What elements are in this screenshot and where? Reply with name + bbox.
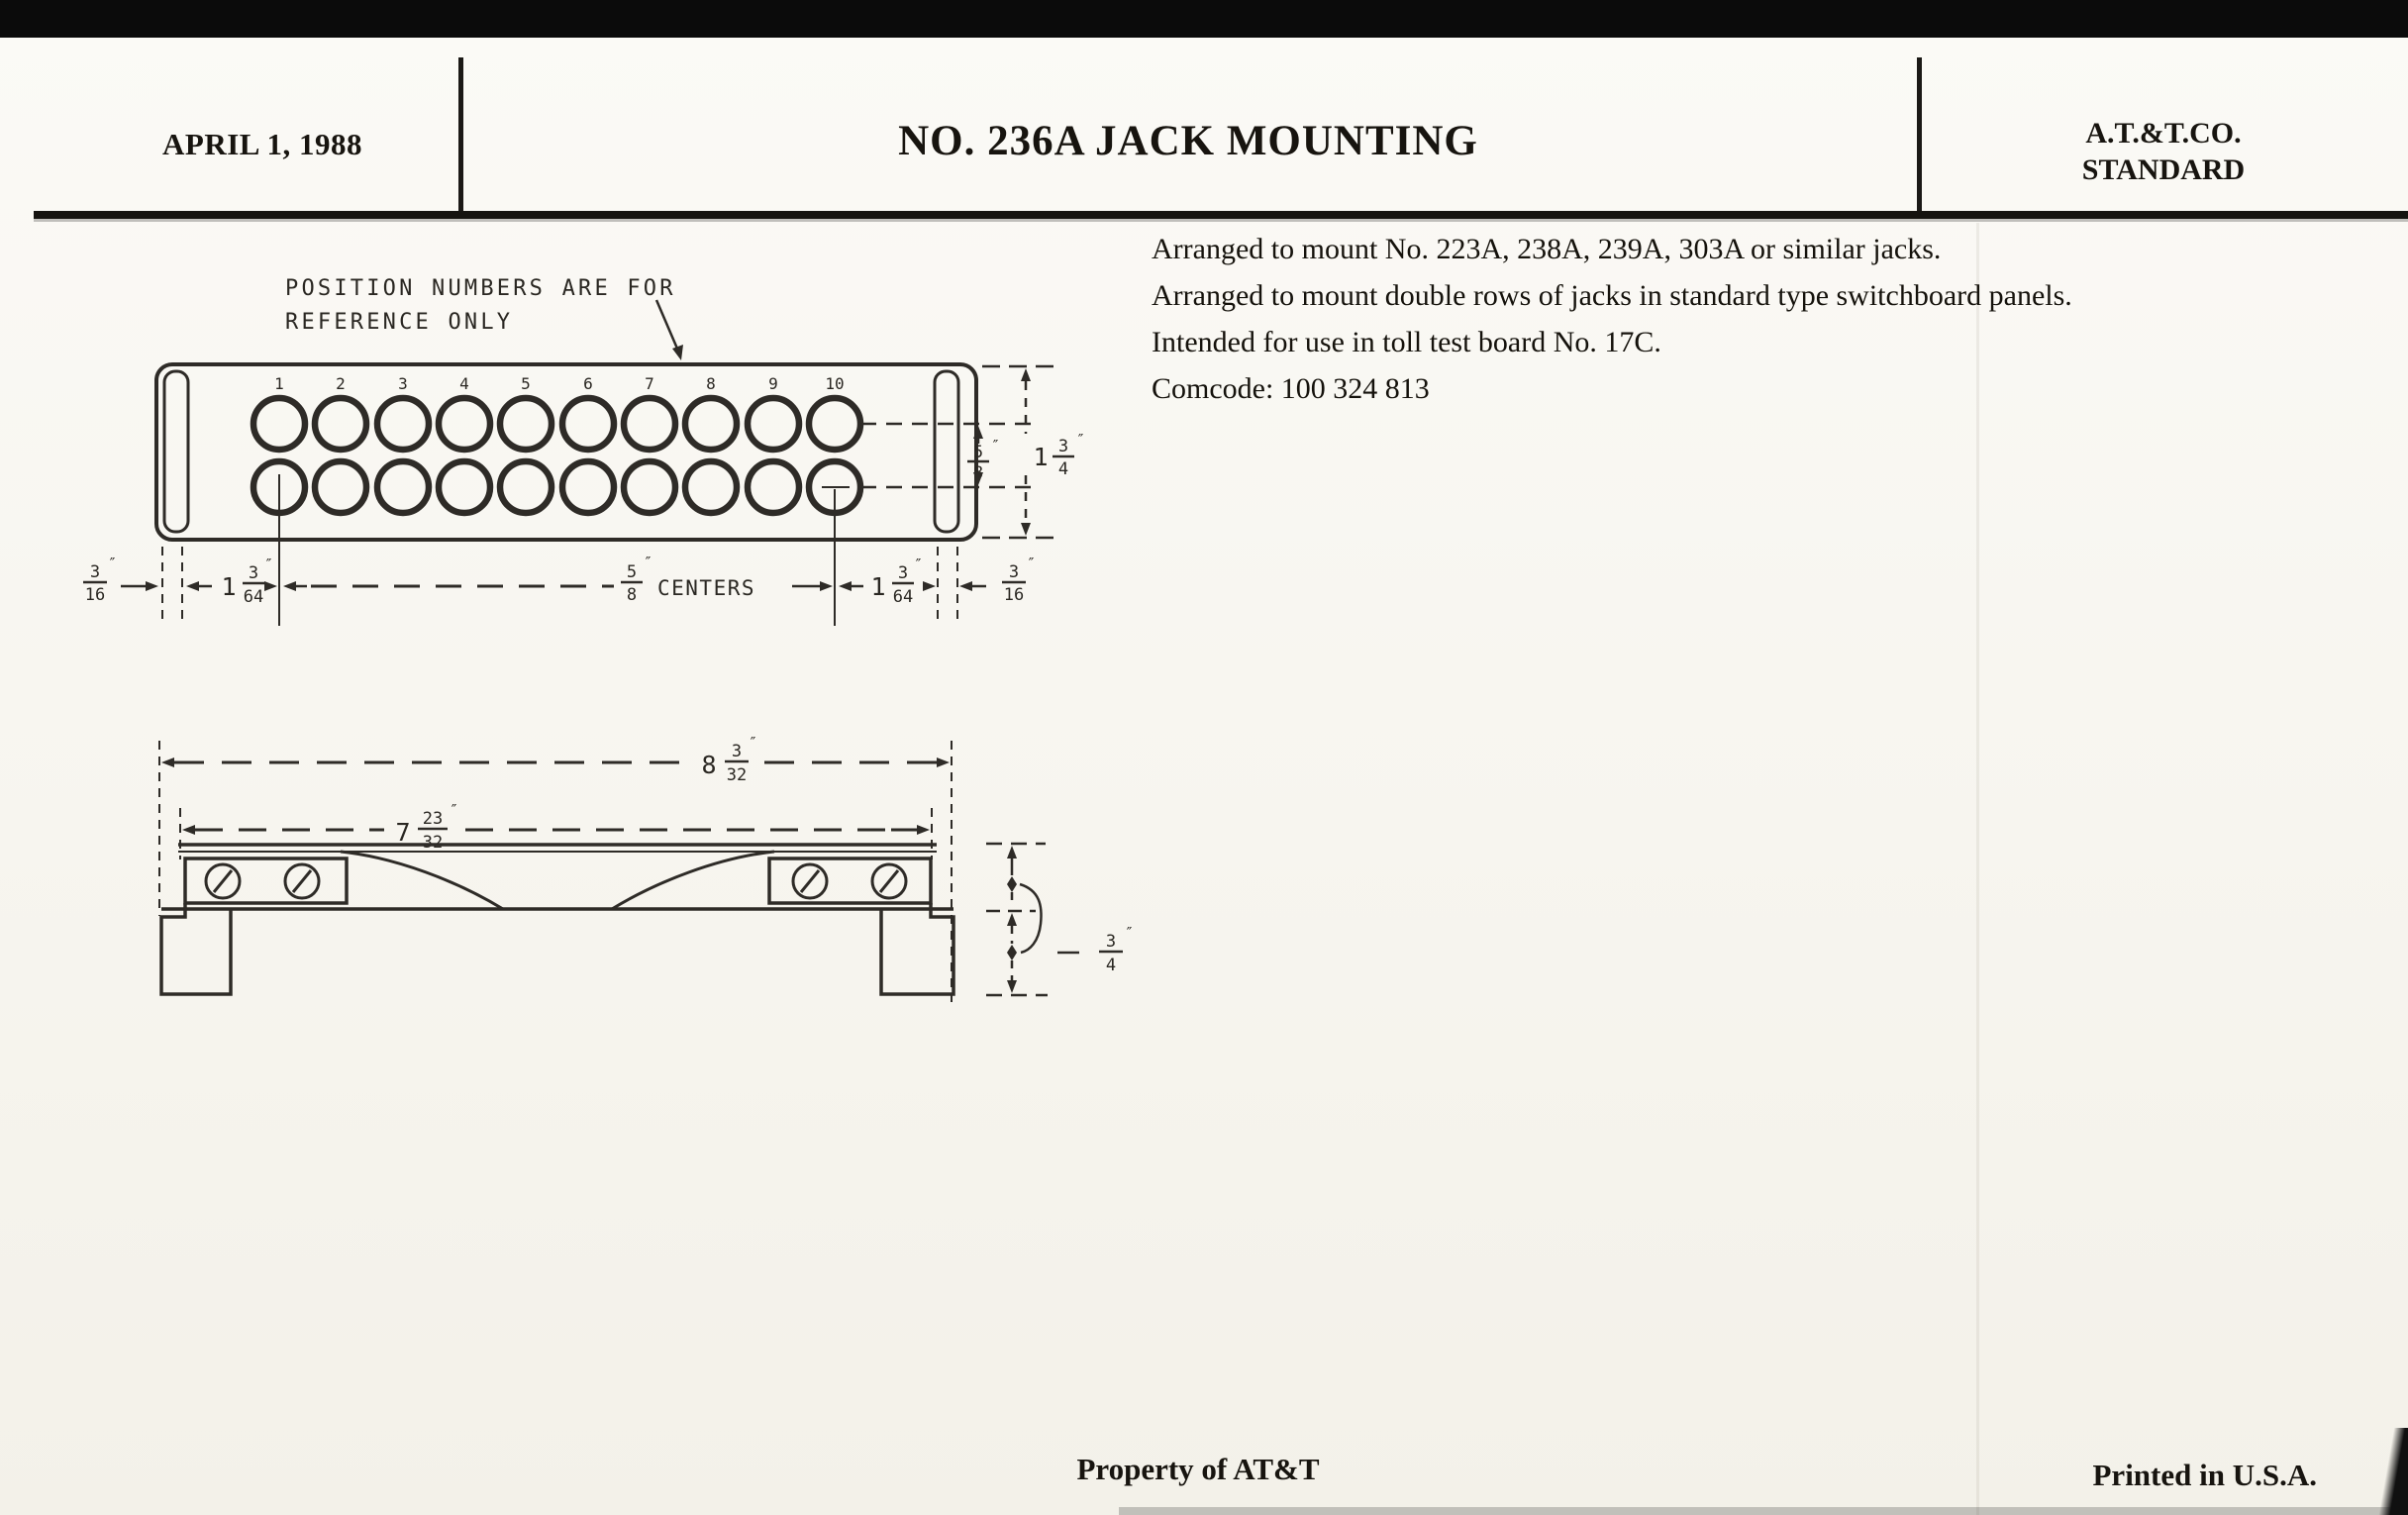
jack-hole [253,398,305,450]
panel-end-cap-left [164,371,188,532]
dim-edge-right-den: 16 [1003,585,1025,605]
header-org-line2: STANDARD [2081,153,2246,186]
dim-inner-width-num: 23 [422,809,444,829]
jack-holes-top-row [253,398,860,450]
mounting-body [161,845,953,994]
position-number: 1 [274,374,284,393]
position-number: 9 [768,374,778,393]
annotation-leader-arrow [672,345,683,360]
dim-unit: ″ [643,554,654,571]
jack-hole [439,461,490,513]
dim-overall-width-num: 3 [731,742,743,761]
jack-hole [748,461,799,513]
annotation-line2: REFERENCE ONLY [285,310,514,335]
dim-unit: ″ [913,556,925,573]
dim-arrow [959,581,972,591]
dim-arrow [1007,913,1017,926]
dim-arrow [1021,368,1031,381]
dim-unit: ″ [449,801,460,819]
jack-hole [624,398,675,450]
jack-hole [377,398,429,450]
dim-offset-right-num: 3 [897,563,909,583]
header-date: APRIL 1, 1988 [162,127,362,161]
dim-inner-width-whole: 7 [395,818,411,847]
dim-leg-height [986,844,1135,995]
dim-unit: ″ [1124,924,1136,942]
dim-chain-bottom [83,554,1037,607]
position-number: 8 [706,374,716,393]
dim-offset-right-den: 64 [892,587,914,607]
jack-hole [500,461,552,513]
dim-arrow [146,581,158,591]
dim-edge-left-num: 3 [89,562,101,582]
footer-printed: Printed in U.S.A. [2092,1458,2317,1492]
dim-row-spacing [967,426,1001,485]
dim-diamond [1007,945,1017,960]
dim-arrow [161,758,174,767]
screw-slot [880,870,898,892]
jack-hole [439,398,490,450]
dim-arrow [1021,523,1031,536]
dim-overall-width-den: 32 [726,765,748,785]
note-line: Arranged to mount No. 223A, 238A, 239A, 303A or similar jacks. [1152,233,1942,265]
jack-hole [315,398,366,450]
dim-centers-num: 5 [626,562,638,582]
annotation-line1: POSITION NUMBERS ARE FOR [285,276,676,301]
header-org-line1: A.T.&T.CO. [2085,117,2242,150]
screws [206,864,906,898]
screw-slot [293,870,311,892]
position-number: 10 [825,374,845,393]
position-numbers [274,374,844,393]
gusset-left [341,852,503,909]
jack-hole [685,461,737,513]
dim-unit: ″ [748,734,759,752]
dim-arrow [283,581,296,591]
dim-centers-den: 8 [626,585,638,605]
dim-unit: ″ [1075,431,1087,449]
dim-centers-label: CENTERS [657,576,756,600]
jack-hole [685,398,737,450]
jack-hole [748,398,799,450]
position-number: 4 [459,374,469,393]
page-title: NO. 236A JACK MOUNTING [898,118,1478,164]
leg-left [161,903,231,994]
dim-overall-width-whole: 8 [701,751,717,779]
side-view [159,734,1135,1002]
dim-leader-hook [1020,884,1042,953]
panel-end-cap-right [935,371,958,532]
jack-holes-bottom-row [253,461,860,513]
dim-unit: ″ [107,555,119,572]
position-number: 7 [645,374,654,393]
jack-hole [809,398,860,450]
gusset-right [612,852,774,909]
dim-arrow [917,825,930,835]
position-number: 2 [336,374,346,393]
dim-arrow [264,581,277,591]
dim-inner-width-den: 32 [422,833,444,853]
dim-arrow [182,825,195,835]
dim-offset-left-num: 3 [248,563,259,583]
dim-arrow [923,581,936,591]
dim-arrow [186,581,199,591]
note-line: Intended for use in toll test board No. 17C. [1152,326,1661,358]
dim-unit: ″ [263,556,275,573]
position-number: 6 [583,374,593,393]
jack-hole [500,398,552,450]
dim-arrow [1007,980,1017,993]
dim-edge-right-num: 3 [1008,562,1020,582]
screw-slot [214,870,232,892]
dim-panel-height-whole: 1 [1033,443,1049,471]
dim-offset-right-whole: 1 [870,572,886,601]
dim-row-spacing-num: 5 [972,443,984,462]
dim-leg-height-den: 4 [1105,956,1117,975]
dim-overall-width [161,734,950,785]
front-view [83,276,1086,626]
jack-hole [377,461,429,513]
jack-hole [562,461,614,513]
extension-lines [162,547,957,622]
annotation-leader-line [656,300,677,349]
jack-hole [562,398,614,450]
jack-hole [315,461,366,513]
position-number: 3 [398,374,408,393]
dim-diamond [1007,876,1017,892]
note-line: Comcode: 100 324 813 [1152,372,1430,405]
screw-slot [801,870,819,892]
note-line: Arranged to mount double rows of jacks in standard type switchboard panels. [1152,279,2072,312]
dim-edge-left-den: 16 [84,585,106,605]
dim-arrow [937,758,950,767]
bracket-plate-left [185,858,347,903]
extension-lines [159,741,952,1002]
dim-arrow [839,581,852,591]
leg-right [881,903,953,994]
dim-panel-height-den: 4 [1057,459,1069,479]
position-number: 5 [521,374,531,393]
dim-unit: ″ [1026,555,1038,572]
jack-hole [624,461,675,513]
dim-offset-left-den: 64 [243,587,264,607]
dim-leg-height-num: 3 [1105,932,1117,952]
footer-property: Property of AT&T [1076,1452,1320,1486]
dim-unit: ″ [990,437,1002,454]
dim-panel-height-num: 3 [1057,437,1069,456]
dim-arrow [1007,846,1017,858]
dim-offset-left-whole: 1 [221,572,237,601]
dim-arrow [820,581,833,591]
